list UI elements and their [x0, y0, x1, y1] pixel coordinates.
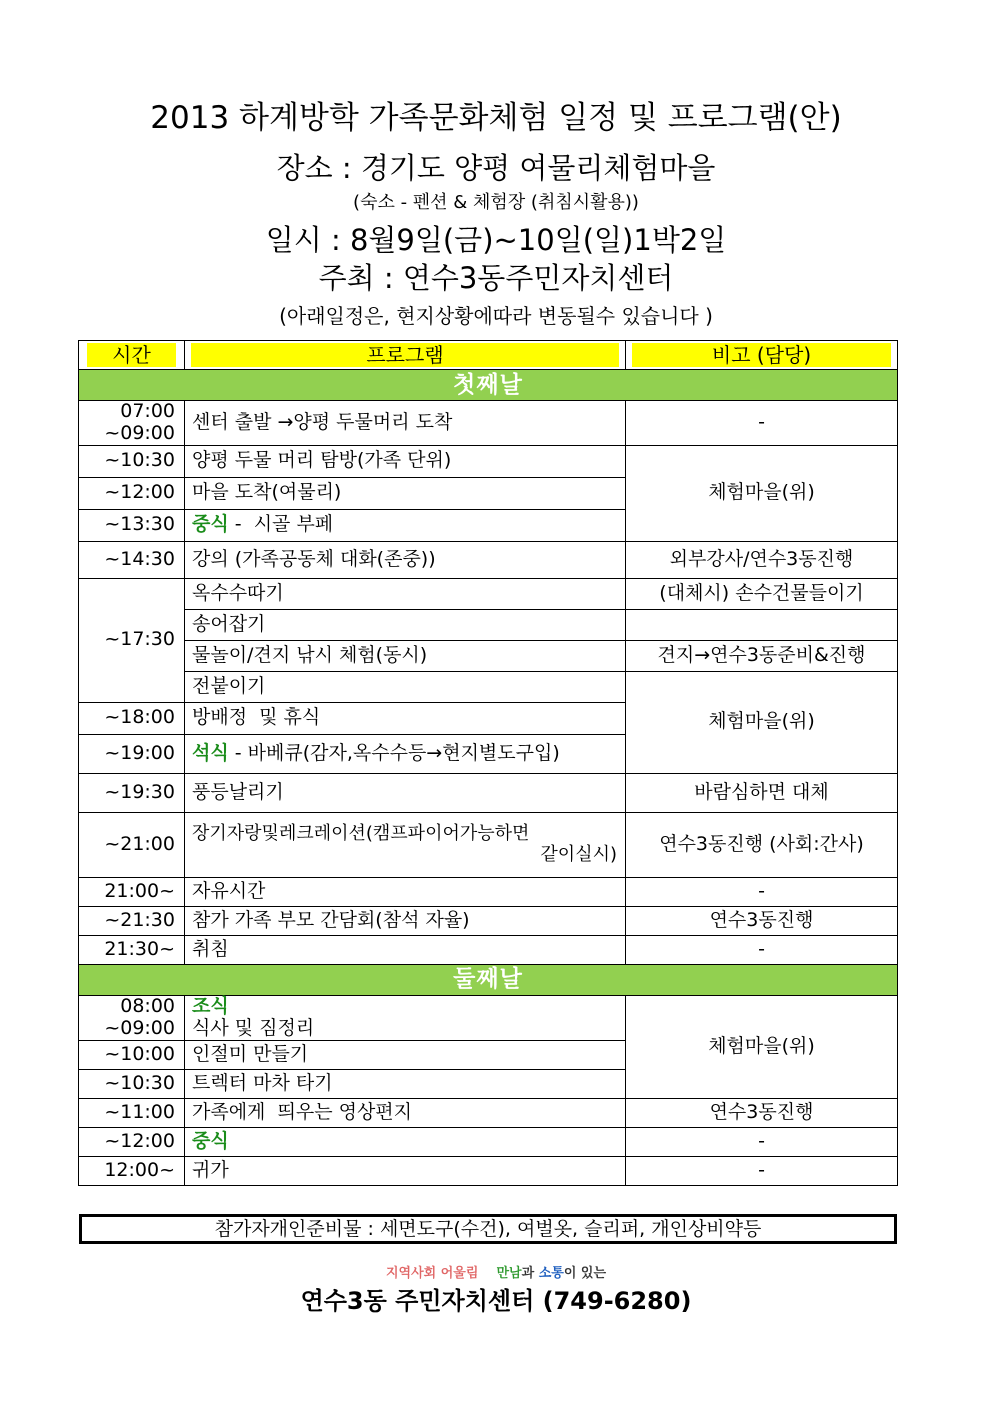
meal-label: 중식	[192, 1129, 229, 1152]
table-row	[79, 578, 898, 609]
time-cell: ~12:00	[79, 1127, 185, 1156]
note-cell: 체험마을(위)	[626, 671, 898, 773]
time-cell: ~12:00	[79, 477, 185, 509]
preparation-box: 참가자개인준비물 : 세면도구(수건), 여벌옷, 슬리퍼, 개인상비약등	[79, 1214, 897, 1244]
time-cell: 07:00 ~09:00	[79, 401, 185, 446]
day2-bar: 둘째날	[79, 964, 898, 995]
program-cell: 송어잡기	[185, 609, 626, 640]
time-cell: ~10:30	[79, 1069, 185, 1098]
table-row	[79, 1098, 898, 1127]
program-cell: 양평 두물 머리 탐방(가족 단위)	[185, 445, 626, 477]
note-cell: 연수3동진행	[626, 906, 898, 935]
day1-bar: 첫째날	[79, 370, 898, 401]
place-line: 장소 : 경기도 양평 여물리체험마을	[276, 151, 716, 185]
disclaimer: (아래일정은, 현지상황에따라 변동될수 있습니다 )	[279, 304, 713, 328]
note-cell: 체험마을(위)	[626, 995, 898, 1098]
program-cell: 자유시간	[185, 877, 626, 906]
time-cell: ~21:00	[79, 812, 185, 877]
time-cell: ~13:30	[79, 509, 185, 541]
note-cell: 체험마을(위)	[626, 445, 898, 541]
col-header-program: 프로그램	[185, 341, 626, 370]
time-cell: ~18:00	[79, 702, 185, 734]
program-cell: 방배정 및 휴식	[185, 702, 626, 734]
time-cell: ~19:00	[79, 734, 185, 773]
program-cell: 마을 도착(여물리)	[185, 477, 626, 509]
table-row	[79, 671, 898, 702]
note-cell: -	[626, 1156, 898, 1185]
date-line: 일시 : 8월9일(금)~10일(일)1박2일	[265, 223, 727, 257]
col-header-time: 시간	[79, 341, 185, 370]
note-cell: -	[626, 935, 898, 964]
table-row	[79, 773, 898, 812]
program-cell: 물놀이/견지 낚시 체험(동시)	[185, 640, 626, 671]
time-cell: ~19:30	[79, 773, 185, 812]
note-cell: -	[626, 1127, 898, 1156]
note-cell	[626, 609, 898, 640]
table-row	[79, 1127, 898, 1156]
footer-contact: 연수3동 주민자치센터 (749-6280)	[300, 1287, 692, 1315]
table-row	[79, 640, 898, 671]
time-cell: ~10:00	[79, 1040, 185, 1069]
program-cell: 귀가	[185, 1156, 626, 1185]
program-cell: 전붙이기	[185, 671, 626, 702]
host-line: 주최 : 연수3동주민자치센터	[318, 261, 674, 295]
program-cell: 옥수수따기	[185, 578, 626, 609]
meal-label: 중식	[192, 513, 229, 536]
program-cell: 취침	[185, 935, 626, 964]
note-cell: 외부강사/연수3동진행	[626, 541, 898, 578]
program-cell: 조식 식사 및 짐정리	[185, 995, 626, 1040]
table-row	[79, 401, 898, 446]
program-cell: 참가 가족 부모 간담회(참석 자율)	[185, 906, 626, 935]
note-cell: -	[626, 877, 898, 906]
program-cell: 가족에게 띄우는 영상편지	[185, 1098, 626, 1127]
note-cell: -	[626, 401, 898, 446]
program-cell: 중식 - 시골 부페	[185, 509, 626, 541]
schedule-table	[78, 340, 898, 1186]
program-cell: 풍등날리기	[185, 773, 626, 812]
time-cell: 12:00~	[79, 1156, 185, 1185]
table-row	[79, 877, 898, 906]
program-cell: 강의 (가족공동체 대화(존중))	[185, 541, 626, 578]
note-cell: 견지→연수3동준비&진행	[626, 640, 898, 671]
time-cell: ~14:30	[79, 541, 185, 578]
program-cell: 장기자랑및레크레이션(캠프파이어가능하면 같이실시)	[185, 812, 626, 877]
table-row	[79, 812, 898, 877]
table-row	[79, 445, 898, 477]
table-row	[79, 1156, 898, 1185]
note-cell: 연수3동진행	[626, 1098, 898, 1127]
time-cell: ~10:30	[79, 445, 185, 477]
program-cell: 석식 - 바베큐(감자,옥수수등→현지별도구입)	[185, 734, 626, 773]
table-row	[79, 995, 898, 1040]
meal-label: 석식	[192, 741, 229, 764]
note-cell: 바람심하면 대체	[626, 773, 898, 812]
note-cell: (대체시) 손수건물들이기	[626, 578, 898, 609]
meal-label: 조식	[192, 994, 229, 1017]
table-row	[79, 935, 898, 964]
program-cell: 인절미 만들기	[185, 1040, 626, 1069]
place-note: (숙소 - 펜션 & 체험장 (취침시활용))	[353, 192, 639, 213]
document-title: 2013 하계방학 가족문화체험 일정 및 프로그램(안)	[150, 100, 842, 136]
time-cell: ~21:30	[79, 906, 185, 935]
program-cell: 트렉터 마차 타기	[185, 1069, 626, 1098]
program-cell: 센터 출발 →양평 두물머리 도착	[185, 401, 626, 446]
slogan: 지역사회 어울림 만남과 소통이 있는	[385, 1266, 607, 1281]
note-cell: 연수3동진행 (사회:간사)	[626, 812, 898, 877]
table-row	[79, 541, 898, 578]
header-row	[79, 341, 898, 370]
col-header-note: 비고 (담당)	[626, 341, 898, 370]
time-cell: 21:30~	[79, 935, 185, 964]
program-cell	[185, 1127, 626, 1156]
time-cell: ~11:00	[79, 1098, 185, 1127]
table-row	[79, 609, 898, 640]
time-cell: 21:00~	[79, 877, 185, 906]
time-cell: 08:00 ~09:00	[79, 995, 185, 1040]
time-cell: ~17:30	[79, 578, 185, 702]
table-row	[79, 906, 898, 935]
